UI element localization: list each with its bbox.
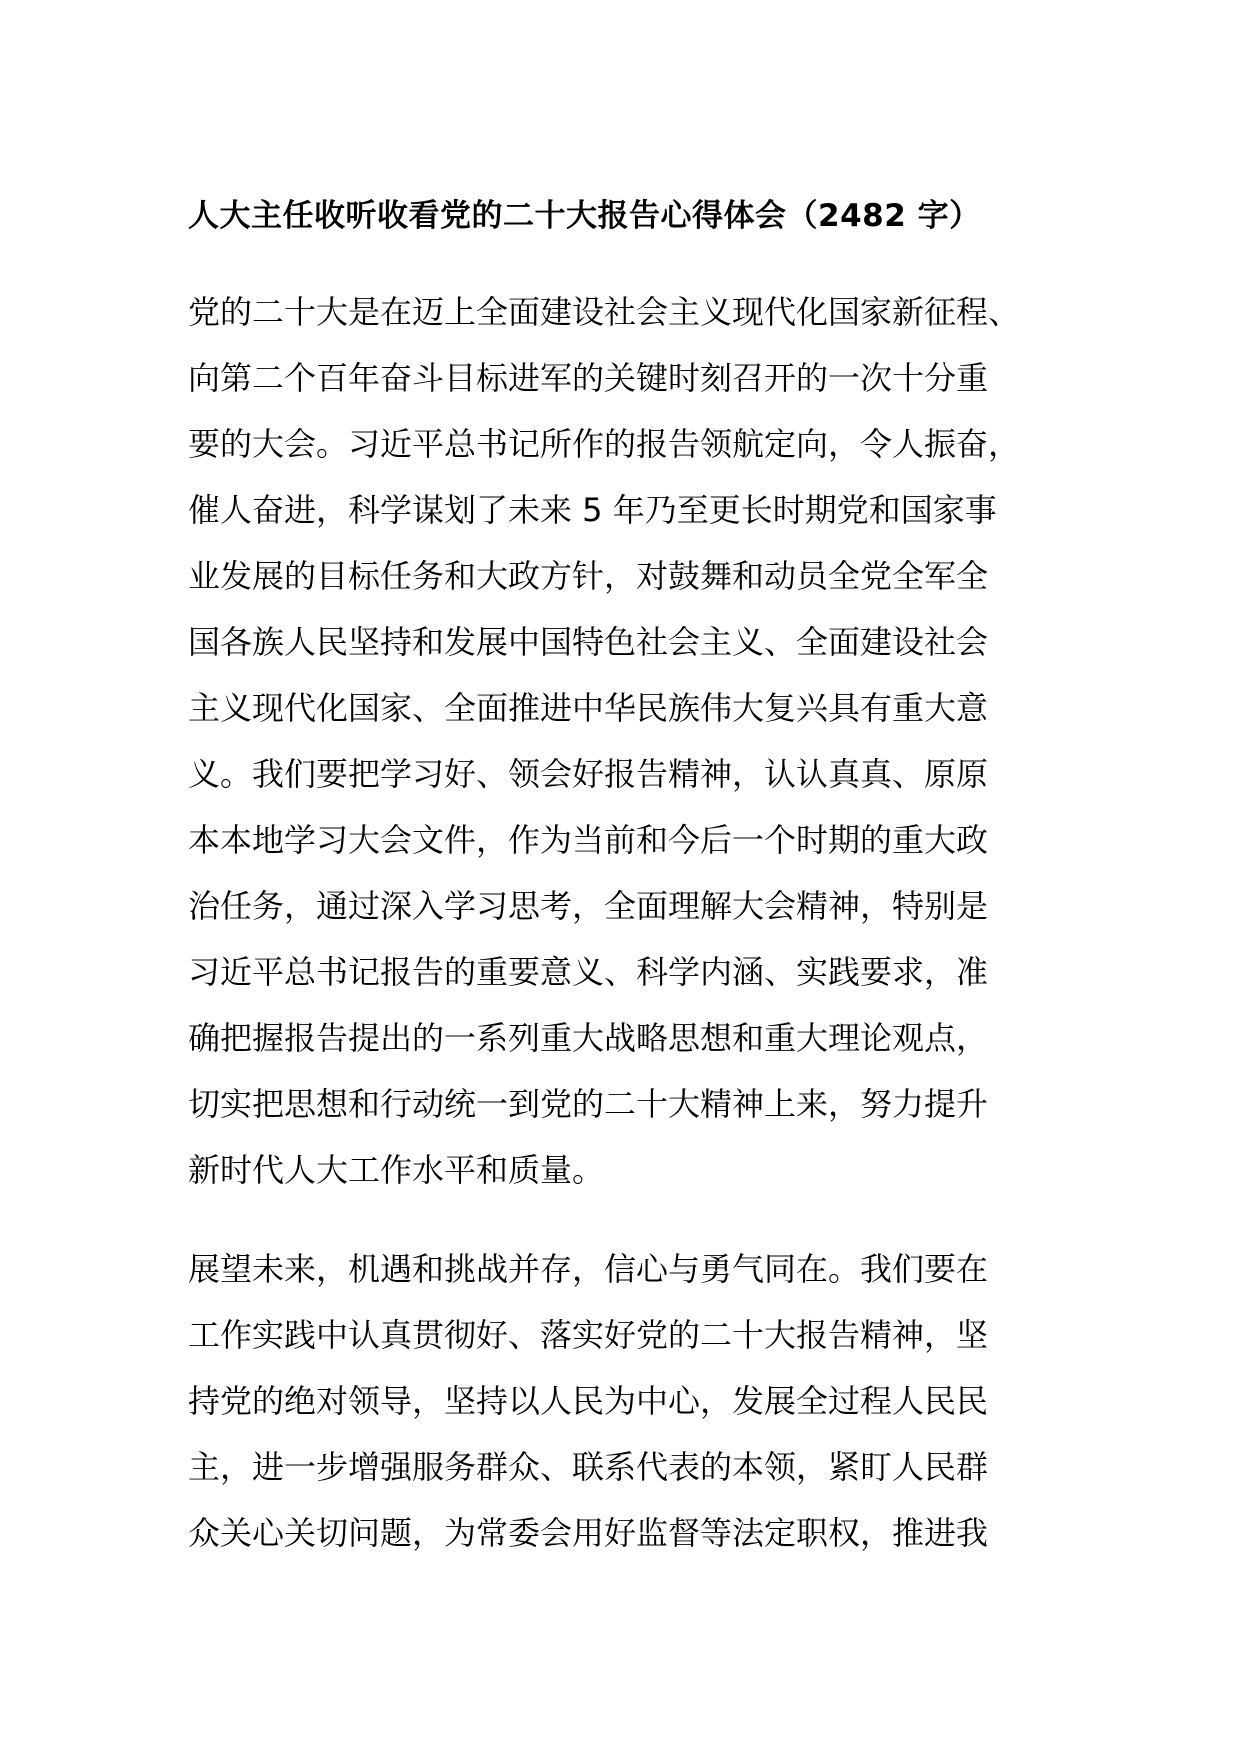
paragraph-line: 持党的绝对领导，坚持以人民为中心，发展全过程人民民 (188, 1382, 989, 1420)
paragraph-line: 治任务，通过深入学习思考，全面理解大会精神，特别是 (188, 887, 989, 925)
paragraph-line: 切实把思想和行动统一到党的二十大精神上来，努力提升 (188, 1085, 989, 1123)
paragraph-line: 本本地学习大会文件，作为当前和今后一个时期的重大政 (188, 821, 989, 859)
paragraph-line: 主义现代化国家、全面推进中华民族伟大复兴具有重大意 (188, 689, 989, 727)
document-title: 人大主任收听收看党的二十大报告心得体会（2482 字） (188, 198, 981, 234)
paragraph-line: 要的大会。习近平总书记所作的报告领航定向，令人振奋， (188, 425, 1021, 463)
paragraph-line: 义。我们要把学习好、领会好报告精神，认认真真、原原 (188, 755, 989, 793)
paragraph-line: 主，进一步增强服务群众、联系代表的本领，紧盯人民群 (188, 1448, 989, 1486)
paragraph-line: 确把握报告提出的一系列重大战略思想和重大理论观点， (188, 1019, 989, 1057)
paragraph-line: 工作实践中认真贯彻好、落实好党的二十大报告精神，坚 (188, 1316, 989, 1354)
paragraph-line: 催人奋进，科学谋划了未来 5 年乃至更长时期党和国家事 (188, 491, 997, 529)
paragraph-1 (188, 279, 1068, 1203)
paragraph-line: 展望未来，机遇和挑战并存，信心与勇气同在。我们要在 (188, 1250, 989, 1288)
paragraph-2 (188, 1236, 1068, 1566)
paragraph-line: 习近平总书记报告的重要意义、科学内涵、实践要求，准 (188, 953, 989, 991)
paragraph-line: 国各族人民坚持和发展中国特色社会主义、全面建设社会 (188, 623, 989, 661)
paragraph-line: 向第二个百年奋斗目标进军的关键时刻召开的一次十分重 (188, 359, 989, 397)
paragraph-line: 众关心关切问题，为常委会用好监督等法定职权，推进我 (188, 1514, 989, 1552)
paragraph-line: 业发展的目标任务和大政方针，对鼓舞和动员全党全军全 (188, 557, 989, 595)
paragraph-line: 新时代人大工作水平和质量。 (188, 1151, 605, 1189)
paragraph-line: 党的二十大是在迈上全面建设社会主义现代化国家新征程、 (188, 293, 1021, 331)
